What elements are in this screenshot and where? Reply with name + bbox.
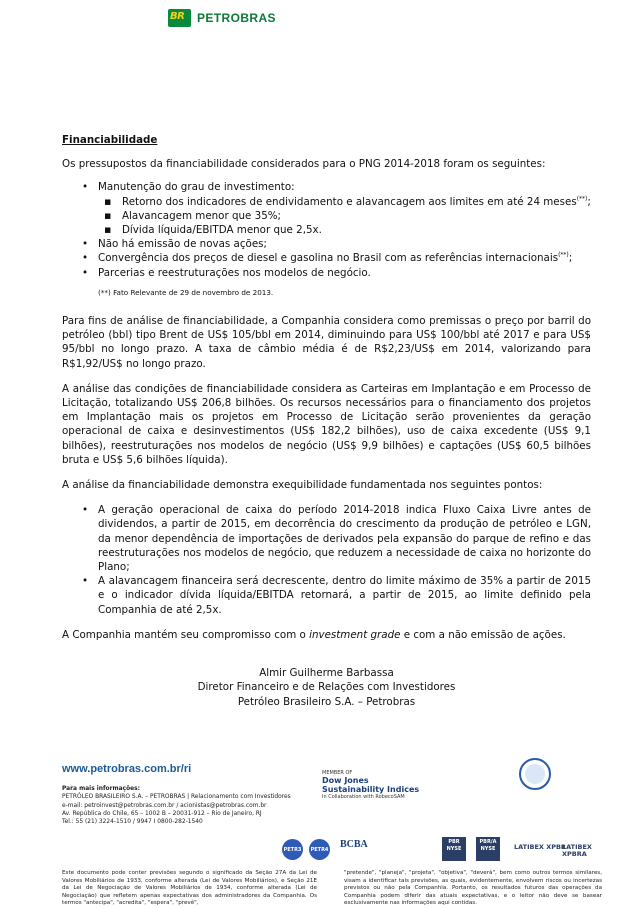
list-item xyxy=(98,209,591,223)
contact-email[interactable]: e-mail: petroinvest@petrobras.com.br / acionistas@petrobras.com.br xyxy=(62,802,267,809)
djsi-name: Dow Jones xyxy=(322,776,369,785)
contact-block xyxy=(62,785,302,826)
page-footer xyxy=(62,758,602,907)
page-header xyxy=(0,0,638,70)
assumptions-list xyxy=(62,180,591,279)
un-global-compact-icon xyxy=(519,758,551,790)
disclaimer-left: Este documento pode conter previsões segundo o significado da Seção 27A da Lei de Valores Mobiliários de 1933, conforme alterada (Lei de Valores Mobiliários), e Seção 21E da Lei de Negociação de Valores Mobiliários de 1934, conforme alterada (Lei de Negociação) que refletem apenas expectativas dos administradores da Companhia. Os termos "antecipa", "acredita", "espera", "prevê", xyxy=(62,870,317,907)
djsi-name: Sustainability Indices xyxy=(322,785,420,794)
contact-line: Av. República do Chile, 65 – 1002 B – 20031-912 – Rio de Janeiro, RJ xyxy=(62,810,262,817)
signatory-company: Petróleo Brasileiro S.A. – Petrobras xyxy=(237,695,416,708)
points-list xyxy=(62,503,591,617)
sub-item-text: Dívida líquida/EBITDA menor que 2,5x. xyxy=(122,224,322,237)
brand-name: PETROBRAS xyxy=(197,11,276,25)
footnote: (**) Fato Relevante de 29 de novembro de 2013. xyxy=(98,287,274,297)
footnote-ref: (**) xyxy=(576,195,588,203)
footnote-ref: (**) xyxy=(558,252,569,259)
djsi-sub: In Collaboration with RobecoSAM xyxy=(322,794,405,800)
paragraph-conditions: A análise das condições de financiabilidade considera as Carteiras em Implantação e em Processo de Licitação, totalizando US$ 206,8 bilhões. Os recursos necessários para o financiamento dos projetos em Implantação mais os projetos em Processo de Licitação serão provenientes da geração operacional de caixa e desinvestimentos (US$ 182,2 bilhões), uso de caixa excedente (US$ 9,1 bilhões), reestruturações nos modelos de negócio (US$ 9,9 bilhões) e captações (US$ 60,5 bilhões bruta e US$ 5,6 bilhões líquida). xyxy=(62,382,591,466)
paragraph-premises: Para fins de análise de financiabilidade, a Companhia considera como premissas o preço por barril do petróleo (bbl) tipo Brent de US$ 105/bbl em 2014, diminuindo para US$ 100/bbl até 2017 e para US$ 95/bbl no longo prazo. A taxa de câmbio média é de R$2,23/US$ em 2014, valorizando para R$1,92/US$ no longo prazo. xyxy=(62,315,591,370)
paragraph-analysis: A análise da financiabilidade demonstra exequibilidade fundamentada nos seguintes pontos: xyxy=(62,479,543,492)
document-body xyxy=(62,133,591,709)
nyse-pbr-logo: PBR NYSE xyxy=(442,837,466,861)
section-heading: Financiabilidade xyxy=(62,134,158,146)
djsi-logo xyxy=(322,770,442,800)
closing-paragraph xyxy=(62,628,591,642)
contact-title: Para mais informações: xyxy=(62,786,140,792)
intro-paragraph: Os pressupostos da financiabilidade considerados para o PNG 2014-2018 foram os seguintes: xyxy=(62,158,546,171)
petr3-badge: PETR3 xyxy=(282,839,303,860)
signatory-role: Diretor Financeiro e de Relações com Investidores xyxy=(197,681,456,694)
list-item xyxy=(98,195,591,209)
contact-line: PETRÓLEO BRASILEIRO S.A. – PETROBRAS | Relacionamento com Investidores xyxy=(62,794,291,801)
list-item xyxy=(98,223,591,237)
list-item xyxy=(62,180,591,237)
sub-list xyxy=(98,195,591,238)
disclaimer-right: "pretende", "planeja", "projeta", "objetiva", "deverá", bem como outros termos similares, visam a identificar tais previsões, as quais, evidentemente, envolvem riscos ou incertezas previstos ou não pela Companhia. Portanto, os resultados futuros das operações da Companhia podem diferir das atuais expectativas, e o leitor não deve se basear exclusivamente nas informações aqui contidas. xyxy=(344,870,602,907)
brand-mark: BR xyxy=(170,11,185,22)
punctuation: ; xyxy=(587,195,591,208)
bullet-text: Manutenção do grau de investimento: xyxy=(98,181,295,194)
emphasis-text: investment grade xyxy=(309,628,401,641)
nyse-pbra-logo: PBR/A NYSE xyxy=(476,837,500,861)
bullet-text: Convergência dos preços de diesel e gasolina no Brasil com as referências internacionais xyxy=(98,252,559,265)
br-logo-icon xyxy=(168,9,191,27)
sub-item-text: Retorno dos indicadores de endividamento e alavancagem aos limites em até 24 meses xyxy=(122,195,577,208)
sub-item-text: Alavancagem menor que 35%; xyxy=(122,209,282,222)
punctuation: ; xyxy=(568,252,573,265)
list-item xyxy=(62,237,591,251)
petr4-badge: PETR4 xyxy=(309,839,330,860)
closing-text: A Companhia mantém seu compromisso com o xyxy=(62,628,310,641)
bullet-text: Parcerias e reestruturações nos modelos de negócio. xyxy=(98,266,371,279)
list-item: • A alavancagem financeira será decrescente, dentro do limite máximo de 35% a partir de 2015 e o indicador dívida líquida/EBITDA retornará, a partir de 2015, ao limite definido pela Companhia de até 2,5x. xyxy=(62,574,591,617)
latibex-xpbra-logo: LATIBEX XPBRA xyxy=(562,843,592,858)
list-item xyxy=(62,266,591,280)
bcba-logo: BCBA xyxy=(340,839,368,850)
signatory-name: Almir Guilherme Barbassa xyxy=(259,667,394,680)
list-item xyxy=(62,251,591,265)
ri-website-link[interactable]: www.petrobras.com.br/ri xyxy=(62,763,192,775)
bullet-text: Não há emissão de novas ações; xyxy=(98,238,267,251)
djsi-label: MEMBER OF xyxy=(322,770,353,776)
list-item: • A geração operacional de caixa do período 2014-2018 indica Fluxo Caixa Livre antes de dividendos, a partir de 2015, em decorrência do crescimento da produção de petróleo e LGN, da menor dependência de importações de derivados pela expansão do parque de refino e das reestruturações nos modelos de negócio, que reduzem a necessidade de caixa no horizonte do Plano; xyxy=(62,503,591,574)
closing-text: e com a não emissão de ações. xyxy=(400,628,566,641)
contact-line: Tel.: 55 (21) 3224-1510 / 9947 I 0800-282-1540 xyxy=(62,819,203,826)
petrobras-logo xyxy=(168,9,276,27)
latibex-xpbr-logo: LATIBEX XPBR xyxy=(514,843,566,851)
